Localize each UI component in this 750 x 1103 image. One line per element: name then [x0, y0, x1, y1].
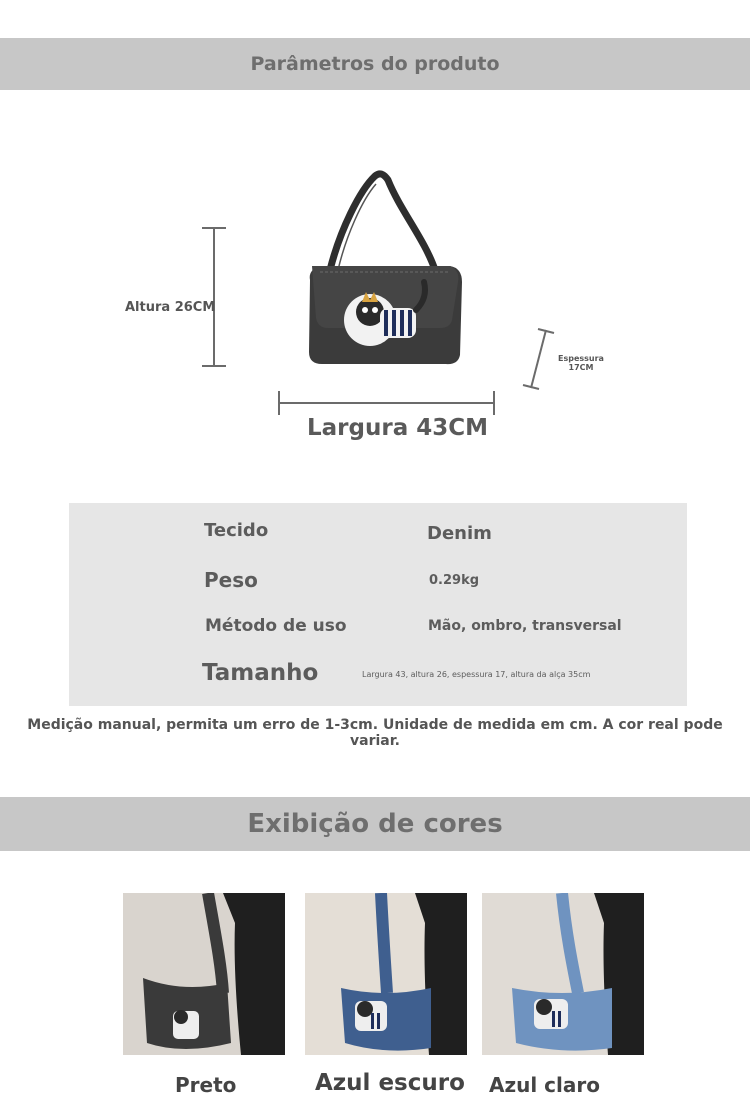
- param-value-fabric: Denim: [427, 523, 492, 544]
- depth-label-line1: Espessura: [558, 354, 604, 363]
- color-label-black: Preto: [175, 1073, 237, 1097]
- depth-dimension-line: [518, 326, 558, 394]
- width-dimension-cap-left: [278, 391, 280, 415]
- params-table: [69, 503, 687, 706]
- color-label-light-blue: Azul claro: [489, 1073, 600, 1097]
- depth-label-line2: 17CM: [568, 363, 594, 372]
- height-dimension-cap-bottom: [202, 365, 226, 367]
- param-value-usage: Mão, ombro, transversal: [428, 618, 622, 634]
- depth-label: [556, 354, 606, 372]
- param-key-weight: Peso: [204, 568, 258, 592]
- color-label-dark-blue: Azul escuro: [315, 1070, 465, 1096]
- param-key-usage: Método de uso: [205, 616, 347, 636]
- section-title: Exibição de cores: [247, 809, 503, 839]
- width-dimension-cap-right: [493, 391, 495, 415]
- param-value-size: Largura 43, altura 26, espessura 17, altura da alça 35cm: [362, 670, 591, 679]
- color-swatch-light-blue[interactable]: [482, 893, 644, 1055]
- section-title: Parâmetros do produto: [250, 53, 500, 75]
- measurement-note: Medição manual, permita um erro de 1-3cm. Unidade de medida em cm. A cor real pode variar.: [27, 717, 723, 749]
- height-label: Altura 26CM: [125, 300, 216, 315]
- width-dimension-line: [279, 402, 494, 404]
- param-value-weight: 0.29kg: [429, 573, 480, 588]
- section-header-colors: [0, 797, 750, 851]
- param-key-size: Tamanho: [202, 660, 319, 686]
- param-key-fabric: Tecido: [204, 520, 269, 541]
- height-dimension-line: [213, 228, 215, 366]
- section-header-params: [0, 38, 750, 90]
- color-swatch-dark-blue[interactable]: [305, 893, 467, 1055]
- product-bag-image: [300, 170, 470, 370]
- height-dimension-cap-top: [202, 227, 226, 229]
- width-label: Largura 43CM: [307, 415, 489, 441]
- color-swatch-black[interactable]: [123, 893, 285, 1055]
